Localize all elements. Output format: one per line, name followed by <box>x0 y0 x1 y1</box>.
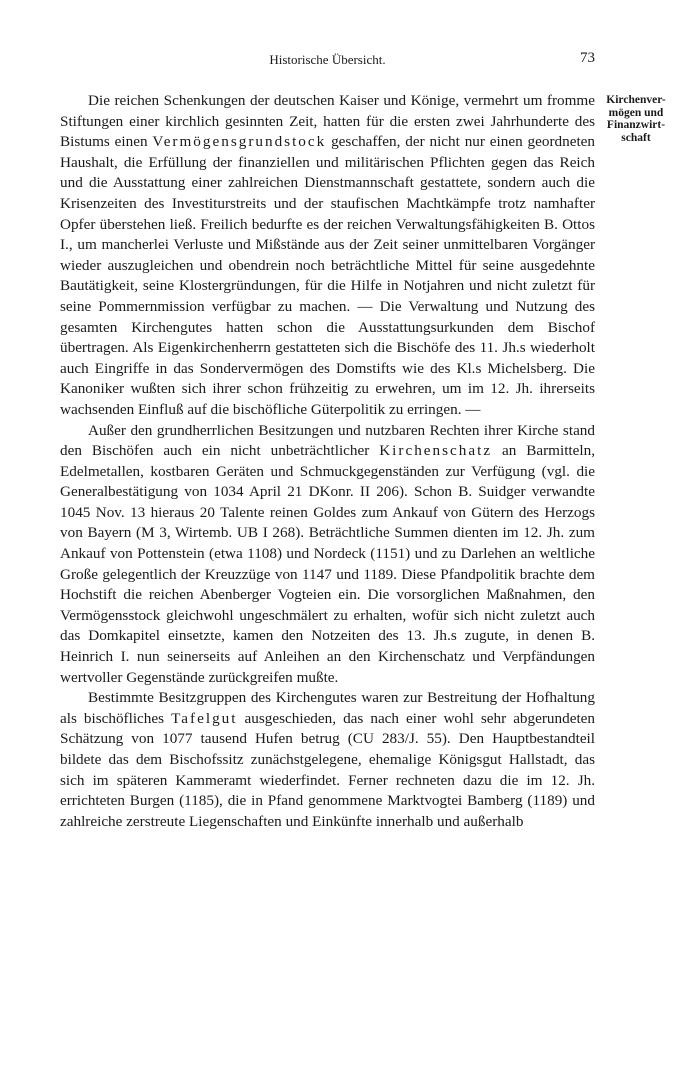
text-segment: ausgeschieden, das nach einer wohl sehr abgerundeten Schätzung von 1077 tausend Hufen betrug (CU 283/J. 55). Den Hauptbestandteil bildete das dem Bischofssitz zunächstgelegene, ehemalige Königsgut Hallstadt, das sich im späteren Kammeramt wiederfindet. Ferner rechneten dazu die im 12. Jh. errichteten Burgen (1185), die in Pfand genommene Marktvogtei Bamberg (1189) und zahlreiche zerstreute Liegenschaften und Einkünfte innerhalb und außerhalb <box>60 709 595 830</box>
spaced-term: Vermögensgrundstock <box>152 133 327 151</box>
running-title: Historische Übersicht. <box>269 52 386 67</box>
text-segment: Außer den grundherrlichen Besitzungen und nutzbaren Rechten ihrer Kirche stand den Bischöfen auch ein nicht unbeträchtlicher <box>60 421 595 460</box>
page-number: 73 <box>580 50 595 66</box>
paragraph <box>60 688 595 832</box>
text-segment: an Barmitteln, Edelmetallen, kostbaren Geräten und Schmuckgegenständen zur Verfügung (vgl. die Generalbestätigung von 1034 April 21 DKonr. II 206). Schon B. Suidger verwandte 1045 Nov. 13 hieraus 20 Talente reinen Goldes zum Ankauf von Gütern des Herzogs von Bayern (M 3, Wirtemb. UB I 268). Beträchtliche Summen dienten im 12. Jh. zum Ankauf von Pottenstein (etwa 1108) und Nordeck (1151) und zu Darlehen an weltliche Große gelegentlich der Kreuzzüge von 1147 und 1189. Diese Pfandpolitik brachte dem Hochstift die reichen Abenberger Vogteien ein. Die vorsorglichen Maßnahmen, den Vermögensstock gleichwohl ungeschmälert zu erhalten, wofür sich nicht zuletzt auch das Domkapitel einsetzte, kamen den Notzeiten des 13. Jh.s zugute, in denen B. Heinrich I. nun seinerseits auf Anleihen an den Kirchenschatz und Verpfändungen wertvoller Gegenstände zurückgreifen mußte. <box>60 442 595 686</box>
spaced-term: Kirchenschatz <box>379 442 493 460</box>
margin-note <box>601 94 671 144</box>
margin-note-text: Kirchenver-mögen und Finanzwirt-schaft <box>606 94 666 144</box>
text-segment: Bestimmte Besitzgruppen des Kirchengutes waren zur Bestreitung der Hofhaltung als bischöfliches <box>60 689 595 727</box>
body-text <box>60 91 595 832</box>
paragraph <box>60 421 595 689</box>
paragraph <box>60 91 595 421</box>
text-segment: geschaffen, der nicht nur einen geordneten Haushalt, die Erfüllung der finanziellen und militärischen Pflichten gegen das Reich und die Ausstattung einer zahlreichen Dienstmannschaft gestattete, sondern auch die Krisenzeiten des Investiturstreits und der staufischen Machtkämpfe trotz namhafter Opfer überstehen ließ. Freilich bedurfte es der reichen Verwaltungsfähigkeiten B. Ottos I., um mancherlei Verluste und Mißstände aus der Zeit seiner unmittelbaren Vorgänger wieder auszugleichen und obendrein noch beträchtliche Mittel für seine ausgedehnte Bautätigkeit, seine Klostergründungen, für die Hilfe in Notjahren und nicht zuletzt für seine Pommernmission verfügbar zu machen. — Die Verwaltung und Nutzung des gesamten Kirchengutes hatten schon die Ausstattungsurkunden dem Bischof übertragen. Als Eigenkirchenherrn gestatteten sich die Bischöfe des 11. Jh.s wiederholt auch Eingriffe in das Sondervermögen des Domstifts wie des Kl.s Michelsberg. Die Kanoniker wußten sich ihrer schon frühzeitig zu erwehren, um im 12. Jh. ihrerseits wachsenden Einfluß auf die bischöfliche Güterpolitik zu erringen. — <box>60 133 596 418</box>
running-head <box>60 52 595 72</box>
text-segment: Die reichen Schenkungen der deutschen Kaiser und Könige, vermehrt um fromme Stiftungen einer kirchlich gesinnten Zeit, hatten für die ersten zwei Jahrhunderte des Bistums einen <box>60 92 595 151</box>
spaced-term: Tafelgut <box>171 709 238 727</box>
